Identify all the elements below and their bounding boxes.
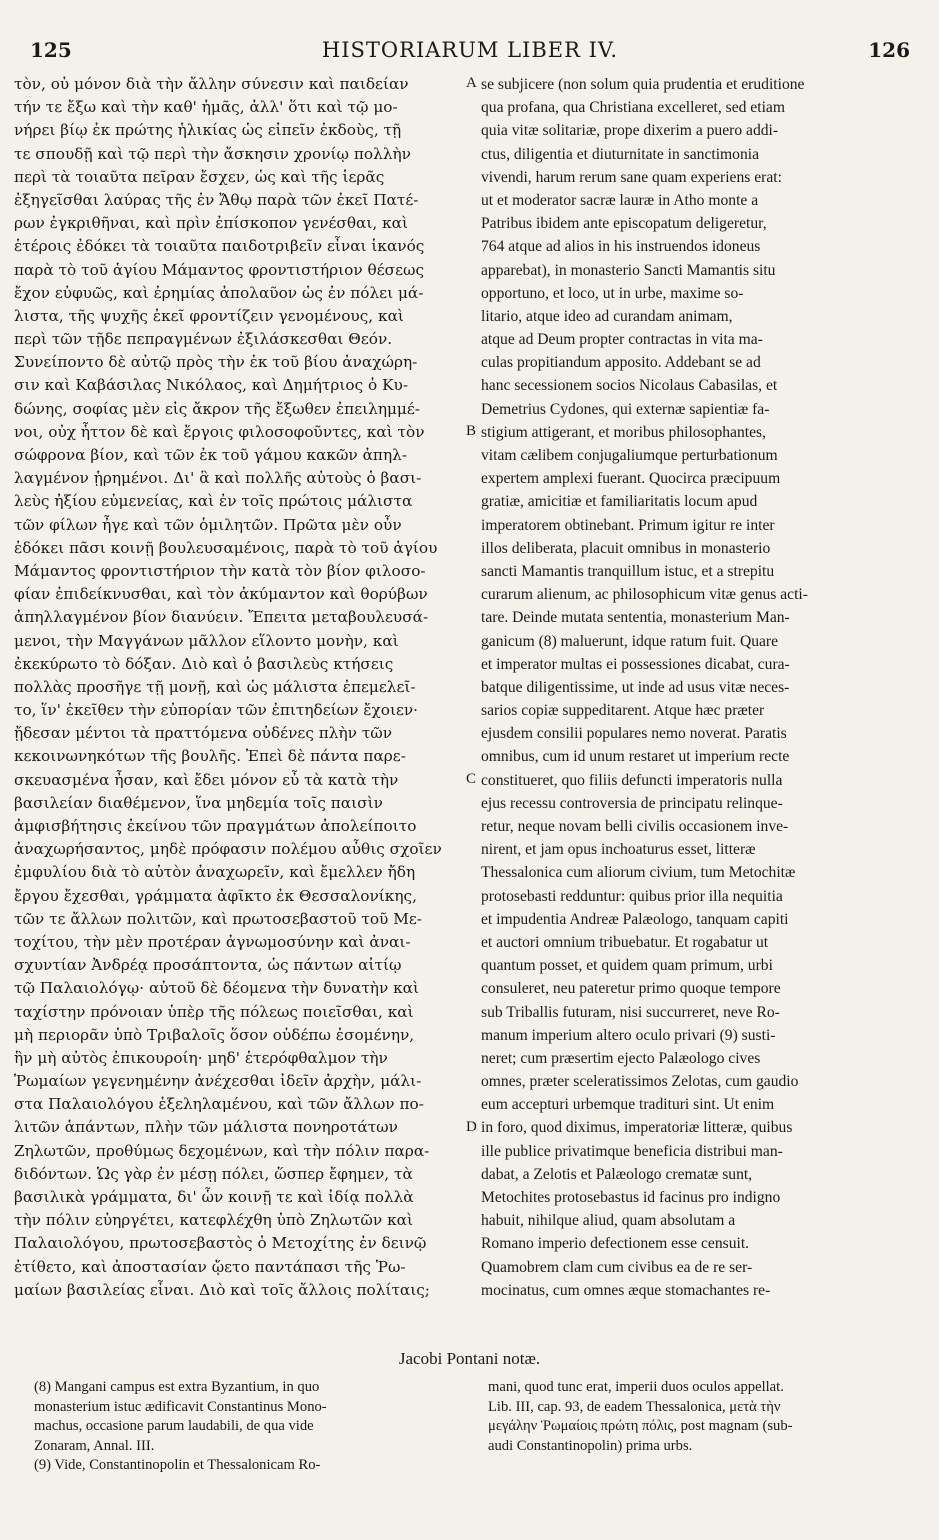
- greek-text-line: σχυντίαν Ἀνδρέᾳ προσάπτοντα, ὡς πάντων αἰτίῳ: [14, 956, 402, 975]
- note-line: machus, occasione parum laudabili, de qua vide: [34, 1418, 314, 1434]
- notes-right-column: [488, 1378, 918, 1456]
- latin-text-line: atque ad Deum propter contractas in vita ma-: [481, 331, 763, 349]
- greek-text-line: δώνης, σοφίας μὲν εἰς ἄκρον τῆς ἔξωθεν ἐπειλημμέ-: [14, 399, 420, 418]
- latin-text-line: ut et moderator sacræ lauræ in Atho monte a: [481, 191, 759, 209]
- greek-text-line: ἐδόκει πᾶσι κοινῇ βουλευσαμένοις, παρὰ τὸ τοῦ ἁγίου: [14, 538, 438, 557]
- latin-text-line: expertem amplexi fuerant. Quocirca præcipuum: [481, 470, 781, 488]
- greek-text-line: τὸν, οὐ μόνον διὰ τὴν ἄλλην σύνεσιν καὶ παιδείαν: [14, 75, 409, 93]
- latin-text-line: imperatorem obtinebant. Primum igitur re inter: [481, 516, 775, 534]
- latin-text-line: vivendi, harum rerum sane quam experiens erat:: [481, 168, 782, 186]
- latin-text-line: omnibus, cum id unum restaret ut imperium recte: [481, 748, 790, 766]
- greek-text-line: πολλὰς προσῆγε τῇ μονῇ, καὶ ὡς μάλιστα ἐπεμελεῖ-: [14, 677, 416, 696]
- latin-text-line: apparebat), in monasterio Sancti Mamantis situ: [481, 261, 776, 279]
- latin-text-line: Metochites protosebastus id facinus pro indigno: [481, 1189, 781, 1206]
- greek-text-line: ἐτίθετο, καὶ ἀποστασίαν ᾤετο παντάπασι τῆς Ῥω-: [14, 1257, 406, 1276]
- latin-text-line: neret; cum præsertim ejecto Palæologo cives: [481, 1049, 761, 1067]
- greek-text-line: ἐξηγεῖσθαι λαύρας τῆς ἐν Ἄθῳ παρὰ τῶν ἐκεῖ Πατέ-: [14, 190, 419, 209]
- latin-text-line: gratiæ, amicitiæ et familiaritatis locum apud: [481, 493, 758, 511]
- latin-text-line: mocinatus, cum omnes æque stomachantes re-: [481, 1281, 771, 1299]
- greek-text-line: το, ἵν' ἐκεῖθεν τὴν εὐπορίαν τῶν ἐπιτηδείων ἔχοιεν·: [14, 701, 419, 720]
- latin-text-line: Quamobrem clam cum civibus ea de re ser-: [481, 1258, 753, 1276]
- latin-text-line: nirent, et jam opus inchoaturus esset, litteræ: [481, 841, 756, 859]
- latin-text-line: hanc secessionem socios Nicolaus Cabasilas, et: [481, 377, 778, 395]
- notes-title: Jacobi Pontani notæ.: [398, 1349, 541, 1368]
- greek-text-line: τῶν τε ἄλλων πολιτῶν, καὶ πρωτοσεβαστοῦ τοῦ Με-: [14, 909, 422, 928]
- greek-text-line: τοχίτου, τὴν μὲν προτέραν ἀγνωμοσύνην καὶ ἀναι-: [14, 932, 411, 951]
- greek-text-line: ἣν μὴ αὐτὸς ἐπικουροίη· μηδ' ἑτερόφθαλμον τὴν: [14, 1048, 388, 1067]
- latin-text-line: curarum alienum, ac philosophicum vitæ genus acti-: [481, 586, 808, 604]
- greek-text-line: τῶν φίλων ἦγε καὶ τῶν ὁμιλητῶν. Πρῶτα μὲν οὖν: [14, 515, 402, 534]
- page-number-right: 126: [868, 38, 910, 62]
- greek-text-line: ἐμφυλίου διὰ τὸ αὐτὸν ἀναχωρεῖν, καὶ ἔμελλεν ἤδη: [14, 863, 416, 882]
- latin-text-line: in foro, quod diximus, imperatoriæ litteræ, quibus: [481, 1119, 793, 1137]
- latin-text-line: habuit, nihilque aliud, quam absolutam a: [481, 1212, 736, 1230]
- latin-text-line: stigium attigerant, et moribus philosophantes,: [481, 423, 766, 441]
- greek-text-line: περὶ τὰ τοιαῦτα πεῖραν ἔσχεν, ὡς καὶ τῆς ἱερᾶς: [14, 167, 385, 186]
- latin-text-line: sarios copiæ suppeditarent. Atque hæc præter: [481, 702, 765, 720]
- latin-text-line: batque diligentissime, ut inde ad usus vitæ neces-: [481, 678, 790, 696]
- latin-text-line: illos deliberata, placuit omnibus in monasterio: [481, 539, 771, 557]
- greek-text-line: Ζηλωτῶν, προθύμως δεχομένων, καὶ τὴν πόλιν παρα-: [14, 1141, 430, 1160]
- note-line: (8) Mangani campus est extra Byzantium, in quo: [34, 1379, 320, 1395]
- greek-text-line: βασιλείαν διαθέμενον, ἵνα μηδεμία τοῖς παισὶν: [14, 793, 383, 812]
- latin-text-line: retur, neque novam belli civilis occasionem inve-: [481, 818, 789, 835]
- greek-text-line: ἐκεκύρωτο τὸ δόξαν. Διὸ καὶ ὁ βασιλεὺς κτήσεις: [14, 654, 394, 673]
- greek-text-line: ταχίστην πρόνοιαν ὑπὲρ τῆς πόλεως ποιεῖσθαι, καὶ: [14, 1002, 414, 1021]
- note-line: (9) Vide, Constantinopolin et Thessalonicam Ro-: [34, 1457, 321, 1473]
- greek-text-line: Συνείποντο δὲ αὐτῷ πρὸς τὴν ἐκ τοῦ βίου ἀναχώρη-: [14, 353, 418, 372]
- greek-text-line: μενοι, τὴν Μαγγάνων μᾶλλον εἵλοντο μονὴν, καὶ: [14, 631, 399, 650]
- latin-text-line: sub Triballis futuram, nisi succurreret, neve Ro-: [481, 1003, 780, 1021]
- note-line: mani, quod tunc erat, imperii duos oculos appellat.: [488, 1379, 784, 1395]
- page-number-left: 125: [30, 38, 72, 62]
- greek-text-line: λαγμένον ᾑρημένοι. Δι' ἃ καὶ πολλῆς αὐτοὺς ὁ βασι-: [14, 469, 422, 488]
- greek-text-line: τὴν πόλιν εὐηργέτει, κατεφλέχθη ὑπὸ Ζηλωτῶν καὶ: [14, 1211, 413, 1230]
- greek-text-line: ᾔδεσαν μέντοι τὰ πραττόμενα οὐδένες πλὴν τῶν: [14, 724, 393, 743]
- greek-text-line: ἀπηλλαγμένον βίον διανύειν. Ἔπειτα μεταβουλευσά-: [14, 608, 429, 627]
- latin-text-line: omnes, præter sceleratissimos Zelotas, cum gaudio: [481, 1073, 799, 1091]
- latin-text-line: se subjicere (non solum quia prudentia et eruditione: [481, 76, 805, 93]
- greek-text-line: βασιλικὰ γράμματα, δι' ὧν κοινῇ τε καὶ ἰδίᾳ πολλὰ: [14, 1188, 414, 1206]
- note-line: audi Constantinopolin) prima urbs.: [488, 1437, 693, 1454]
- greek-text-line: διδόντων. Ὡς γὰρ ἐν μέσῃ πόλει, ὥσπερ ἔφημεν, τὰ: [14, 1164, 413, 1183]
- note-line: Lib. III, cap. 93, de eadem Thessalonica, μετὰ τὴν: [488, 1398, 781, 1415]
- greek-text-line: Ῥωμαίων γεγενημένην ἀνέχεσθαι ἰδεῖν ἀρχὴν, μάλι-: [14, 1072, 422, 1091]
- greek-text-line: ρων ἐγκριθῆναι, καὶ πρὶν ἐπίσκοπον γενέσθαι, καὶ: [14, 214, 408, 233]
- greek-text-line: ἔργου ἔχεσθαι, γράμματα ἀφῖκτο ἐκ Θεσσαλονίκης,: [14, 886, 417, 905]
- latin-text-line: sancti Mamantis tranquillum istuc, et a strepitu: [481, 562, 775, 580]
- margin-letter: C: [466, 771, 477, 787]
- latin-text-line: 764 atque ad alios in his instruendos idoneus: [481, 238, 761, 256]
- margin-letter: A: [466, 75, 477, 91]
- greek-text-line: ἔχον εὐφυῶς, καὶ ἐρημίας ἀπολαῦον ὡς ἐν πόλει μά-: [14, 283, 424, 302]
- latin-text-line: eum accepturi urbemque tradituri sint. Ut enim: [481, 1096, 775, 1114]
- greek-text-line: ἀμφισβήτησις ἐκείνου τῶν πραγμάτων ἀπολείποιτο: [14, 817, 417, 835]
- note-line: Zonaram, Annal. III.: [34, 1437, 155, 1454]
- latin-text-line: quantum posset, et quidem quam primum, urbi: [481, 957, 773, 975]
- greek-text-line: νήρει βίῳ ἐκ πρώτης ἡλικίας ὡς εἰπεῖν ἐκδοὺς, τῇ: [14, 121, 402, 140]
- latin-text-line: et auctori omnium tribuebatur. Et rogabatur ut: [481, 933, 769, 951]
- latin-text-line: tare. Deinde mutata sententia, monasterium Man-: [481, 609, 790, 627]
- latin-text-line: consuleret, neu pateretur primo quoque tempore: [481, 980, 781, 998]
- latin-text-line: constitueret, quo filiis defuncti imperatoris nulla: [481, 771, 783, 789]
- latin-text-line: vitam cælibem conjugaliumque perturbationum: [481, 447, 778, 464]
- note-line: μεγάλην Ῥωμαίοις πρώτη πόλις, post magnam (sub-: [488, 1418, 793, 1434]
- greek-text-line: στα Παλαιολόγου ἐξεληλαμένου, καὶ τῶν ἄλλων πο-: [14, 1095, 424, 1114]
- greek-text-line: φίαν ἐπιδείκνυσθαι, καὶ τὸν ἀκύμαντον καὶ θορύβων: [14, 585, 428, 604]
- greek-text-line: λιστα, τῆς ψυχῆς ἐκεῖ φροντίζειν γενομένους, καὶ: [14, 306, 404, 325]
- latin-text-line: litario, atque ideo ad curandam animam,: [481, 307, 733, 325]
- latin-text-line: protosebasti redduntur: quibus prior illa nequitia: [481, 887, 783, 905]
- greek-text-line: Παλαιολόγου, πρωτοσεβαστὸς ὁ Μετοχίτης ἐν δεινῷ: [14, 1234, 427, 1253]
- greek-text-line: μὴ περιορᾶν ὑπὸ Τριβαλοῖς ὅσον οὐδέπω ἐσομένην,: [14, 1025, 415, 1044]
- greek-text-line: παρὰ τὸ τοῦ ἁγίου Μάμαντος φροντιστήριον θέσεως: [14, 260, 425, 279]
- greek-text-line: κεκοινωνηκότων τῆς βουλῆς. Ἐπεὶ δὲ πάντα παρε-: [14, 747, 406, 766]
- latin-text-line: manum imperium altero oculo privari (9) susti-: [481, 1026, 776, 1044]
- greek-text-line: λεὺς ἠξίου εὐμενείας, καὶ ἐν τοῖς πρώτοις μάλιστα: [14, 492, 413, 511]
- latin-text-line: quia vitæ solitariæ, prope dixerim a puero addi-: [481, 122, 779, 140]
- latin-text-line: Demetrius Cydones, qui externæ sapientiæ fa-: [481, 400, 770, 418]
- latin-text-line: culas propitiandum apposito. Addebant se ad: [481, 354, 761, 372]
- greek-text-line: μαίων βασιλείας εἶναι. Διὸ καὶ τοῖς ἄλλοις πολίταις;: [14, 1280, 430, 1299]
- greek-text-line: ἀναχωρήσαντος, μηδὲ πρόφασιν πολέμου αὖθις σχοῖεν: [14, 840, 442, 859]
- greek-text-column: [14, 73, 470, 1302]
- latin-text-line: dabat, a Zelotis et Palæologo crematæ sunt,: [481, 1165, 753, 1183]
- latin-text-line: et imperator multas ei possessiones dicabat, cura-: [481, 655, 790, 673]
- note-line: monasterium istuc ædificavit Constantinus Mono-: [34, 1398, 327, 1415]
- latin-text-line: ille publice privatimque beneficia distribui man-: [481, 1142, 783, 1160]
- latin-text-line: ejusdem consilii populares nemo noverat. Paratis: [481, 725, 787, 743]
- greek-text-line: Μάμαντος φροντιστήριον τὴν κατὰ τὸν βίον φιλοσο-: [14, 561, 426, 580]
- latin-text-line: opportuno, et loco, ut in urbe, maxime so-: [481, 284, 744, 302]
- latin-text-line: Thessalonica cum aliorum civium, tum Metochitæ: [481, 864, 796, 882]
- running-header: [30, 38, 910, 66]
- latin-text-line: ganicum (8) maluerunt, idque ratum fuit. Quare: [481, 632, 779, 650]
- greek-text-line: τῷ Παλαιολόγῳ· αὐτοῦ δὲ δέομενα τὴν δυνατὴν καὶ: [14, 979, 419, 998]
- latin-text-line: et impudentia Andreæ Palæologo, tanquam capiti: [481, 910, 789, 928]
- latin-text-line: qua profana, qua Christiana excelleret, sed etiam: [481, 99, 785, 117]
- greek-text-line: τήν τε ἔξω καὶ τὴν καθ' ἡμᾶς, ἀλλ' ὅτι καὶ τῷ μο-: [14, 98, 398, 117]
- latin-text-line: ctus, diligentia et diuturnitate in sanctimonia: [481, 145, 760, 163]
- margin-letter: D: [466, 1119, 477, 1135]
- greek-text-line: περὶ τῶν τῇδε πεπραγμένων ἐξιλάσκεσθαι Θεόν.: [14, 330, 393, 349]
- latin-text-line: Patribus ibidem ante episcopatum deligeretur,: [481, 215, 767, 233]
- latin-text-line: Romano imperio defectionem esse censuit.: [481, 1235, 750, 1253]
- notes-left-column: [34, 1378, 474, 1476]
- margin-letter: B: [466, 423, 477, 439]
- greek-text-line: σώφρονα βίον, καὶ τῶν ἐκ τοῦ γάμου κακῶν ἀπηλ-: [14, 446, 407, 464]
- greek-text-line: ἑτέροις ἐδόκει τὰ τοιαῦτα παιδοτριβεῖν εἶναι ἱκανός: [14, 237, 425, 256]
- latin-text-line: ejus recessu controversia de principatu relinque-: [481, 794, 783, 812]
- greek-text-line: σιν καὶ Καβάσιλας Νικόλαος, καὶ Δημήτριος ὁ Κυ-: [14, 376, 408, 395]
- greek-text-line: τε σπουδῇ καὶ τῷ περὶ τὴν ἄσκησιν χρονίῳ πολλὴν: [14, 144, 411, 163]
- latin-text-column: [481, 73, 911, 1302]
- running-title: HISTORIARUM LIBER IV.: [321, 38, 619, 62]
- greek-text-line: νοι, οὐχ ἧττον δὲ καὶ ἔργοις φιλοσοφοῦντες, καὶ τὸν: [14, 422, 425, 441]
- greek-text-line: σκευασμένα ἦσαν, καὶ ἔδει μόνον εὖ τὰ κατὰ τὴν: [14, 770, 399, 789]
- greek-text-line: λιτῶν ἁπάντων, πλὴν τῶν μάλιστα πονηροτάτων: [14, 1118, 398, 1137]
